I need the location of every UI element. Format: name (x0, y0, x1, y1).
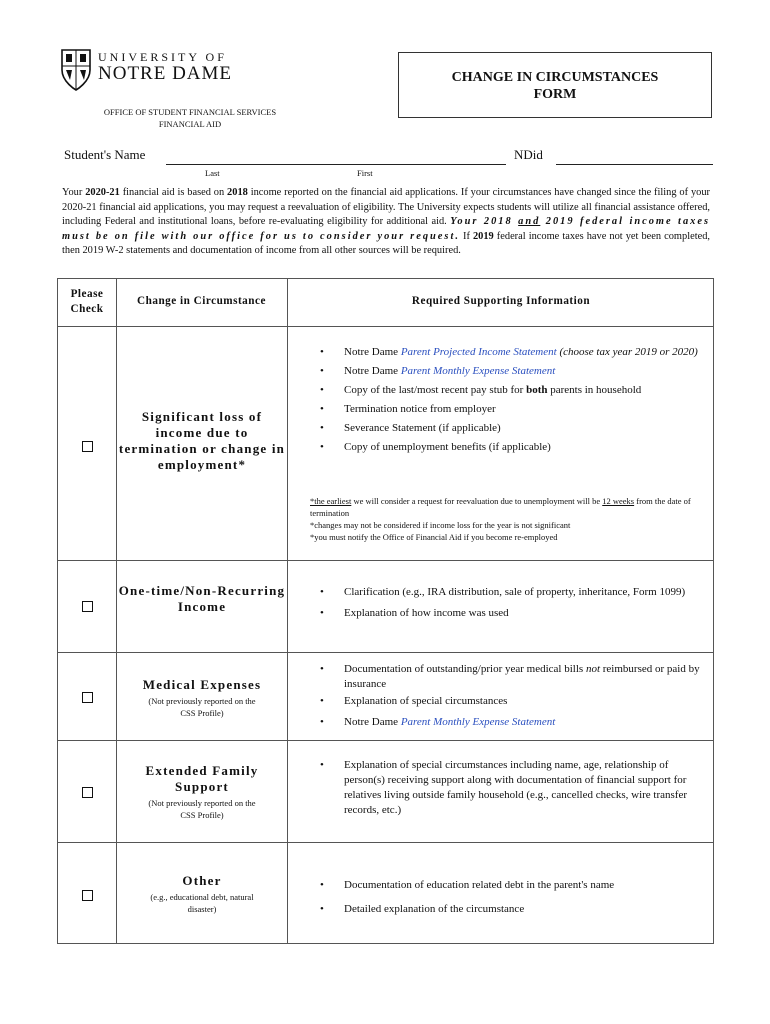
list-item (310, 715, 710, 730)
item-text: parents in household (547, 384, 642, 396)
list-item (310, 364, 710, 379)
category-title: Medical Expenses (142, 677, 262, 692)
last-name-caption: Last (205, 168, 220, 178)
list-item: • Explanation of special circumstances including name, age, relationship of person(s) receiving support along with documentation of financial support for relatives living outside family household (e.g., cancelled checks, wire transfer records, etc.) (310, 758, 710, 818)
category-title: One-time/Non-Recurring Income (118, 583, 286, 614)
item-text: reimbursed or paid by insurance (344, 663, 700, 690)
item-text: Documentation of outstanding/prior year medical bills (344, 663, 586, 675)
list-item: • Clarification (e.g., IRA distribution, sale of property, inheritance, Form 1099) (310, 585, 710, 600)
note-2: *changes may not be considered if income loss for the year is not significant (310, 520, 571, 530)
note-text: *the earliest (310, 496, 352, 506)
intro-text: If (459, 230, 473, 242)
intro-emphasis: 2019 federal income taxes must be on file with our office for us to consider your request. (62, 216, 710, 242)
office-line-1: OFFICE OF STUDENT FINANCIAL SERVICES (103, 107, 277, 117)
intro-paragraph (62, 186, 710, 259)
intro-year: 2020-21 (85, 187, 120, 198)
item-text: (choose tax year 2019 or 2020) (556, 346, 698, 358)
intro-year: 2019 (472, 230, 494, 242)
checkbox-medical-expenses[interactable] (82, 692, 93, 703)
category-one-time-income (118, 583, 286, 615)
checkbox-one-time-income[interactable] (82, 601, 93, 612)
category-other (118, 873, 286, 915)
ndid-field[interactable] (556, 164, 713, 165)
requirements-list (310, 585, 710, 621)
category-title: Extended Family Support (145, 763, 259, 794)
category-subtitle: (e.g., educational debt, natural disaster) (150, 892, 254, 914)
item-text: Notre Dame (344, 346, 401, 358)
item-text: Notre Dame (344, 716, 401, 728)
intro-year: 2018 (227, 187, 248, 198)
list-item: • Explanation of how income was used (310, 606, 710, 621)
intro-emphasis: Your 2018 (450, 216, 519, 228)
student-name-field[interactable] (166, 164, 506, 165)
first-name-caption: First (357, 168, 373, 178)
requirements-list (310, 345, 710, 455)
list-item (310, 345, 710, 360)
category-medical-expenses (118, 677, 286, 719)
requirements-list (310, 662, 710, 730)
list-item: • Termination notice from employer (310, 402, 710, 417)
table-divider (58, 740, 713, 741)
category-loss-of-income (118, 409, 286, 473)
table-divider (116, 279, 117, 943)
table-divider (58, 326, 713, 327)
category-subtitle: (Not previously reported on the CSS Profile) (148, 798, 256, 820)
parent-monthly-expense-link[interactable]: Parent Monthly Expense Statement (400, 365, 556, 377)
logo-line-1: UNIVERSITY OF (98, 50, 227, 64)
list-item: • Copy of unemployment benefits (if applicable) (310, 440, 710, 455)
note-3: *you must notify the Office of Financial Aid if you become re-employed (310, 532, 558, 542)
category-title: Other (182, 873, 222, 888)
intro-text: financial aid is based on (119, 187, 228, 198)
parent-projected-income-link[interactable]: Parent Projected Income Statement (400, 346, 557, 358)
student-name-label: Student's Name (64, 147, 146, 162)
form-title-box (398, 52, 712, 118)
list-item (310, 662, 710, 692)
university-logo (60, 48, 250, 96)
list-item (310, 383, 710, 398)
note-1 (310, 495, 708, 519)
header-change: Change in Circumstance (137, 295, 266, 307)
intro-emphasis-and: and (518, 216, 541, 228)
item-text: Copy of the last/most recent pay stub for (344, 384, 527, 396)
intro-text: income reported on the financial aid applications. If your circumstances have changed since the filing of your 2020-21 financial aid applications, you may request a reevaluation of eligibility. The University expects students will utilize all financial assistance offered, including Federal and institutional loans, before re-evaluating eligibility for additional aid. (62, 187, 710, 228)
requirements-list (310, 758, 710, 818)
requirements-list (310, 878, 710, 917)
checkbox-loss-of-income[interactable] (82, 441, 93, 452)
header-please-check: Please Check (70, 288, 104, 315)
checkbox-extended-family[interactable] (82, 787, 93, 798)
form-title-line-2: FORM (533, 87, 577, 102)
list-item: • Explanation of special circumstances (310, 694, 710, 709)
item-text: Notre Dame (344, 365, 401, 377)
parent-monthly-expense-link[interactable]: Parent Monthly Expense Statement (400, 716, 556, 728)
category-extended-family (118, 763, 286, 821)
table-divider (58, 560, 713, 561)
note-text: from the date of termination (310, 496, 691, 518)
table-divider (58, 652, 713, 653)
category-subtitle: (Not previously reported on the CSS Profile) (148, 696, 256, 718)
shield-crest-icon (60, 48, 92, 92)
table-divider (58, 842, 713, 843)
employment-notes (310, 495, 708, 543)
ndid-label: NDid (514, 147, 543, 162)
category-title: Significant loss of income due to termination or change in employment* (118, 409, 286, 472)
office-name (60, 106, 320, 130)
intro-text: federal income taxes have not yet been completed, then 2019 W-2 statements and documentation of income from all other sources will be required. (62, 230, 710, 257)
list-item: • Severance Statement (if applicable) (310, 421, 710, 436)
note-text: 12 weeks (602, 496, 635, 506)
circumstances-table (57, 278, 714, 944)
note-text: we will consider a request for reevaluation due to unemployment will be (351, 496, 603, 506)
item-bold: both (526, 384, 548, 396)
form-title-line-1: CHANGE IN CIRCUMSTANCES (451, 70, 659, 85)
intro-text: Your (62, 187, 86, 198)
item-italic: not (585, 663, 601, 675)
table-divider (287, 279, 288, 943)
list-item: • Documentation of education related debt in the parent's name (310, 878, 710, 893)
logo-line-2: NOTRE DAME (98, 63, 233, 84)
checkbox-other[interactable] (82, 890, 93, 901)
list-item: • Detailed explanation of the circumstance (310, 902, 710, 917)
header-required-info: Required Supporting Information (411, 295, 591, 307)
office-line-2: FINANCIAL AID (158, 119, 222, 129)
